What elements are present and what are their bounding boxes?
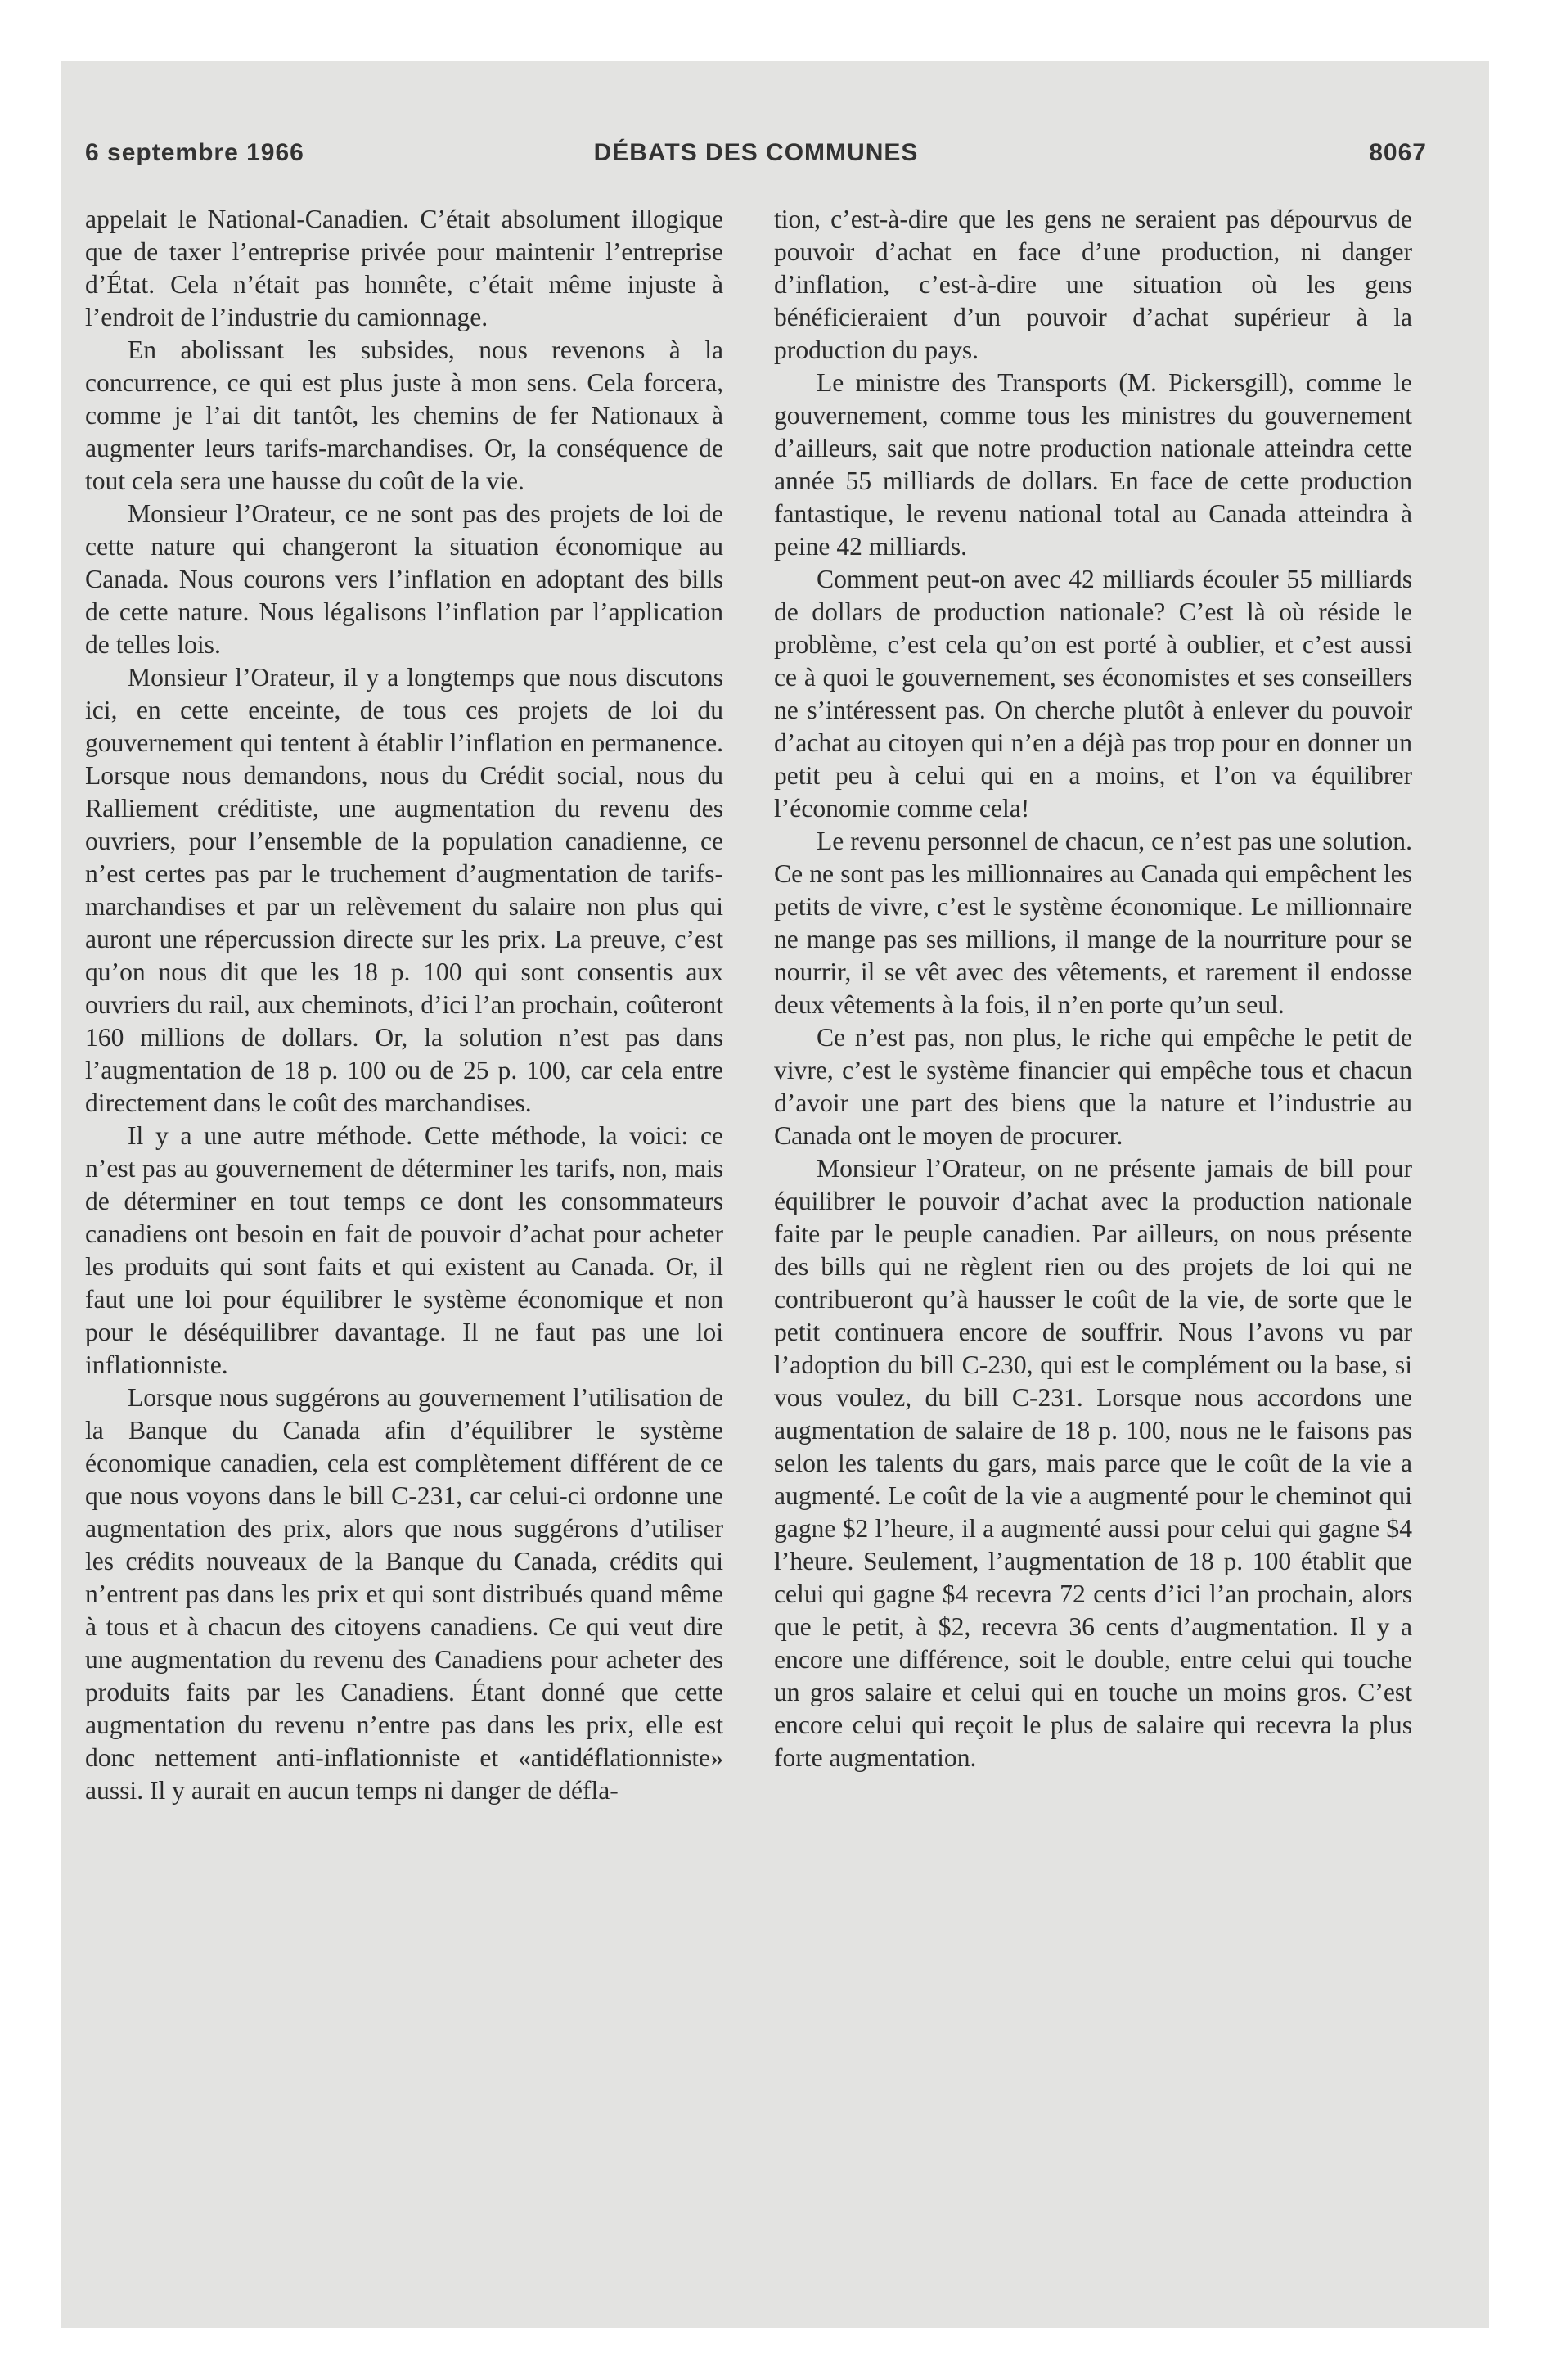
paragraph: Il y a une autre méthode. Cette méthode, la voici: ce n’est pas au gouvernement de déterminer les tarifs, non, mais de déterminer en tout temps ce dont les consommateurs canadiens ont besoin en fait de pouvoir d’achat pour acheter les produits qui sont faits et qui existent au Canada. Or, il faut une loi pour équilibrer le système économique et non pour le déséquilibrer davantage. Il ne faut pas une loi inflationniste. — [85, 1121, 723, 1379]
paragraph: Le ministre des Transports (M. Pickersgill), comme le gouvernement, comme tous les ministres du gouvernement d’ailleurs, sait que notre production nationale atteindra cette année 55 milliards de dollars. En face de cette production fantastique, le revenu national total au Canada atteindra à peine 42 milliards. — [774, 368, 1412, 561]
paragraph: appelait le National-Canadien. C’était absolument illogique que de taxer l’entreprise privée pour maintenir l’entreprise d’État. Cela n’était pas honnête, c’était même injuste à l’endroit de l’industrie du camionnage. — [85, 205, 723, 331]
paragraph: Lorsque nous suggérons au gouvernement l’utilisation de la Banque du Canada afin d’équilibrer le système économique canadien, cela est complètement différent de ce que nous voyons dans le bill C-231, car celui-ci ordonne une augmentation des prix, alors que nous suggérons d’utiliser les crédits nouveaux de la Banque du Canada, crédits qui n’entrent pas dans les prix et qui sont distribués quand même à tous et à chacun des citoyens canadiens. Ce qui veut dire une augmentation du revenu des Canadiens pour acheter des produits faits par les Canadiens. Étant donné que cette augmentation du revenu n’entre pas dans les prix, elle est donc nettement anti-inflationniste et «antidéflationniste» aussi. Il y aurait en aucun temps ni danger de défla- — [85, 1383, 723, 1805]
paragraph: Le revenu personnel de chacun, ce n’est pas une solution. Ce ne sont pas les millionnaires au Canada qui empêchent les petits de vivre, c’est le système économique. Le millionnaire ne mange pas ses millions, il mange de la nourriture pour se nourrir, il se vêt avec des vêtements, et rarement il endosse deux vêtements à la fois, il n’en porte qu’un seul. — [774, 827, 1412, 1019]
left-column — [85, 203, 723, 1807]
paragraph: Comment peut-on avec 42 milliards écouler 55 milliards de dollars de production nationale? C’est là où réside le problème, c’est cela qu’on est porté à oublier, et c’est aussi ce à quoi le gouvernement, ses économistes et ses conseillers ne s’intéressent pas. On cherche plutôt à enlever du pouvoir d’achat au citoyen qui n’en a déjà pas trop pour en donner un petit peu à celui qui en a moins, et l’on va équilibrer l’économie comme cela! — [774, 565, 1412, 823]
header-title: DÉBATS DES COMMUNES — [593, 139, 919, 166]
paragraph: Ce n’est pas, non plus, le riche qui empêche le petit de vivre, c’est le système financier qui empêche tous et chacun d’avoir une part des biens que la nature et l’industrie au Canada ont le moyen de procurer. — [774, 1023, 1412, 1150]
page-header — [85, 139, 1427, 182]
page-number: 8067 — [1369, 139, 1427, 166]
paragraph: Monsieur l’Orateur, on ne présente jamais de bill pour équilibrer le pouvoir d’achat avec la production nationale faite par le peuple canadien. Par ailleurs, on nous présente des bills qui ne règlent rien ou des projets de loi qui ne contribueront qu’à hausser le coût de la vie, de sorte que le petit continuera encore de souffrir. Nous l’avons vu par l’adoption du bill C-230, qui est le complément ou la base, si vous voulez, du bill C-231. Lorsque nous accordons une augmentation de salaire de 18 p. 100, nous ne le faisons pas selon les talents du gars, mais parce que le coût de la vie a augmenté. Le coût de la vie a augmenté pour le cheminot qui gagne $2 l’heure, il a augmenté aussi pour celui qui gagne $4 l’heure. Seulement, l’augmentation de 18 p. 100 établit que celui qui gagne $4 recevra 72 cents d’ici l’an prochain, alors que le petit, à $2, recevra 36 cents d’augmentation. Il y a encore une différence, soit le double, entre celui qui touche un gros salaire et celui qui en touche un moins gros. C’est encore celui qui reçoit le plus de salaire qui recevra la plus forte augmentation. — [774, 1154, 1412, 1772]
header-date: 6 septembre 1966 — [85, 139, 304, 166]
paragraph: En abolissant les subsides, nous revenons à la concurrence, ce qui est plus juste à mon sens. Cela forcera, comme je l’ai dit tantôt, les chemins de fer Nationaux à augmenter leurs tarifs-marchandises. Or, la conséquence de tout cela sera une hausse du coût de la vie. — [85, 336, 723, 495]
paragraph: Monsieur l’Orateur, ce ne sont pas des projets de loi de cette nature qui changeront la situation économique au Canada. Nous courons vers l’inflation en adoptant des bills de cette nature. Nous légalisons l’inflation par l’application de telles lois. — [85, 499, 723, 659]
paragraph: Monsieur l’Orateur, il y a longtemps que nous discutons ici, en cette enceinte, de tous ces projets de loi du gouvernement qui tentent à établir l’inflation en permanence. Lorsque nous demandons, nous du Crédit social, nous du Ralliement créditiste, une augmentation du revenu des ouvriers, pour l’ensemble de la population canadienne, ce n’est certes pas par le truchement d’augmentation de tarifs-marchandises et par un relèvement du salaire non plus qui auront une répercussion directe sur les prix. La preuve, c’est qu’on nous dit que les 18 p. 100 qui sont consentis aux ouvriers du rail, aux cheminots, d’ici l’an prochain, coûteront 160 millions de dollars. Or, la solution n’est pas dans l’augmentation de 18 p. 100 ou de 25 p. 100, car cela entre directement dans le coût des marchandises. — [85, 663, 723, 1117]
right-column — [774, 203, 1412, 1774]
paragraph: tion, c’est-à-dire que les gens ne seraient pas dépourvus de pouvoir d’achat en face d’une production, ni danger d’inflation, c’est-à-dire une situation où les gens bénéficieraient d’un pouvoir d’achat supérieur à la production du pays. — [774, 205, 1412, 364]
